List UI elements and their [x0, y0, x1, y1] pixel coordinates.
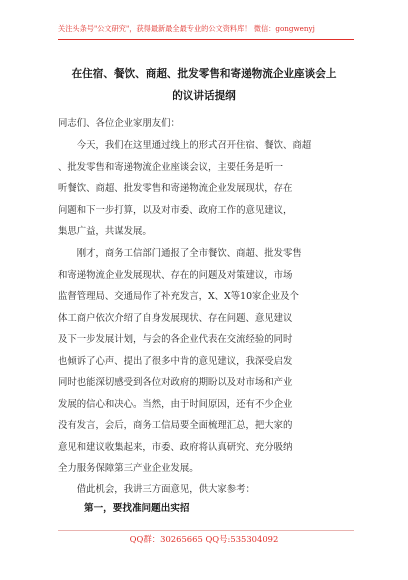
paragraph-line: 今天，我们在这里通过线上的形式召开住宿、餐饮、商超 — [76, 140, 312, 151]
paragraph-1 — [58, 135, 354, 221]
paragraph-line: 刚才，商务工信部门通报了全市餐饮、商超、批发零售 — [76, 248, 302, 259]
paragraph-line: 监督管理局、交通局作了补充发言，X、X等10家企业及个 — [58, 291, 299, 302]
page-footer-contact: QQ群：30265665 QQ号:535304092 — [129, 534, 279, 544]
paragraph-line: 及下一步发展计划，与会的各企业代表在交流经验的同时 — [58, 334, 293, 345]
paragraph-line: 体工商户依次介绍了自身发展现状、存在问题、意见建议 — [58, 312, 293, 324]
section-heading-1: 第一，要找准问题出实招 — [84, 503, 190, 514]
document-title-line-1: 在住宿、餐饮、商超、批发零售和寄递物流企业座谈会上 — [71, 68, 337, 80]
document-title-line-2: 的议讲话提纲 — [172, 90, 236, 102]
paragraph-line: 、批发零售和寄递物流企业座谈会议，主要任务是听一 — [58, 161, 284, 173]
paragraph-line: 同时也能深切感受到各位对政府的期盼以及对市场和产业 — [58, 377, 293, 388]
paragraph-line: 听餐饮、商超、批发零售和寄递物流企业发展现状，存在 — [58, 183, 293, 194]
paragraph-line: 全力服务保障第三产业企业发展。 — [58, 463, 199, 474]
paragraph-line: 没有发言，会后，商务工信局要全面梳理汇总，把大家的 — [58, 420, 293, 431]
paragraph-line: 发展的信心和决心。当然，由于时间原因，还有不少企业 — [58, 398, 293, 410]
paragraph-line: 借此机会，我讲三方面意见，供大家参考： — [76, 484, 255, 495]
paragraph-1-end — [58, 221, 354, 243]
greeting — [58, 113, 354, 135]
paragraph-3 — [58, 479, 354, 501]
paragraph-2 — [58, 243, 354, 480]
paragraph-line: 问题和下一步打算，以及对市委、政府工作的意见建议， — [58, 204, 293, 216]
header-divider — [58, 39, 354, 40]
paragraph-line: 意见和建议收集起来，市委、政府将认真研究、充分吸纳 — [58, 441, 293, 453]
footer-divider — [58, 530, 354, 531]
paragraph-line: 和寄递物流企业发展现状、存在的问题及对策建议，市场 — [58, 269, 293, 281]
paragraph-line: 也倾诉了心声、提出了很多中肯的意见建议，我深受启发 — [58, 355, 293, 367]
paragraph-line: 集思广益，共谋发展。 — [58, 226, 152, 237]
greeting-text: 同志们、各位企业家朋友们： — [58, 118, 180, 129]
page-header-promo: 关注头条号"公文研究"，获得最新最全最专业的公文资料库！ 微信：gongwenyj — [58, 24, 315, 33]
